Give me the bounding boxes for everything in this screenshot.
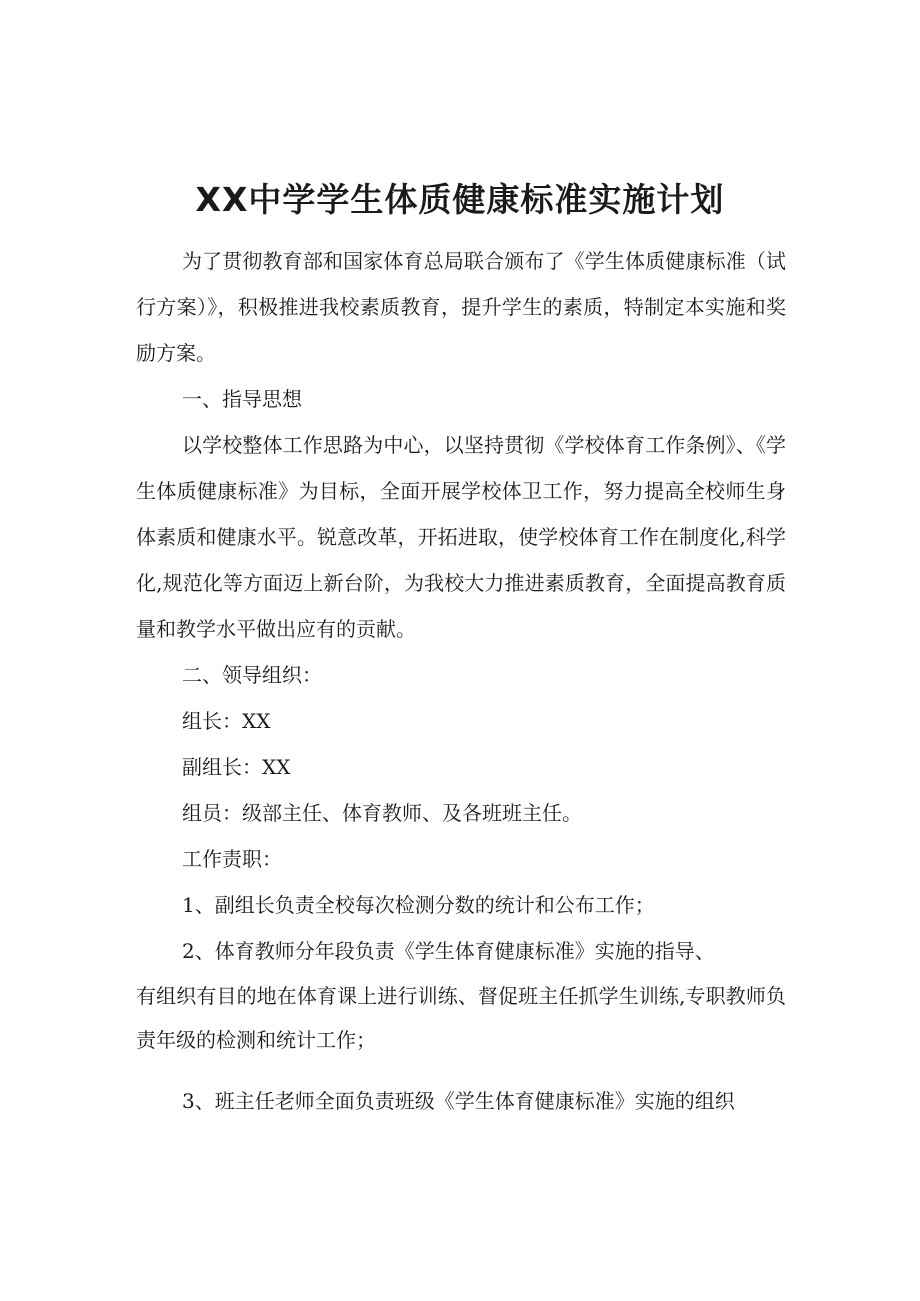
duty-item-2-continued: 有组织有目的地在体育课上进行训练、督促班主任抓学生训练,专职教师负责年级的检测和统计工作；: [136, 984, 786, 1052]
guiding-ideology-paragraph: 以学校整体工作思路为中心，以坚持贯彻《学校体育工作条例》、《学生体质健康标准》为目标，全面开展学校体卫工作，努力提高全校师生身体素质和健康水平。锐意改革，开拓进取，使学校体育工作在制度化,科学化,规范化等方面迈上新台阶，为我校大力推进素质教育，全面提高教育质量和教学水平做出应有的贡献。: [136, 433, 786, 641]
section-heading-guiding-ideology: 一、指导思想: [182, 387, 302, 411]
document-title: XX中学学生体质健康标准实施计划: [195, 180, 725, 219]
intro-paragraph: 为了贯彻教育部和国家体育总局联合颁布了《学生体质健康标准（试行方案）》，积极推进我校素质教育，提升学生的素质，特制定本实施和奖励方案。: [136, 249, 786, 365]
document-body: [136, 238, 786, 1124]
duty-item-1: 1、副组长负责全校每次检测分数的统计和公布工作；: [182, 893, 655, 917]
leader-line: 组长：XX: [182, 709, 271, 733]
deputy-leader-line: 副组长：XX: [182, 755, 291, 779]
section-heading-leadership: 二、领导组织：: [182, 663, 322, 687]
members-line: 组员：级部主任、体育教师、及各班班主任。: [182, 801, 582, 825]
duty-item-3: 3、班主任老师全面负责班级《学生体育健康标准》实施的组织: [182, 1089, 735, 1113]
duties-heading: 工作责职：: [182, 847, 282, 871]
duty-item-2: 2、体育教师分年段负责《学生体育健康标准》实施的指导、: [182, 939, 715, 963]
